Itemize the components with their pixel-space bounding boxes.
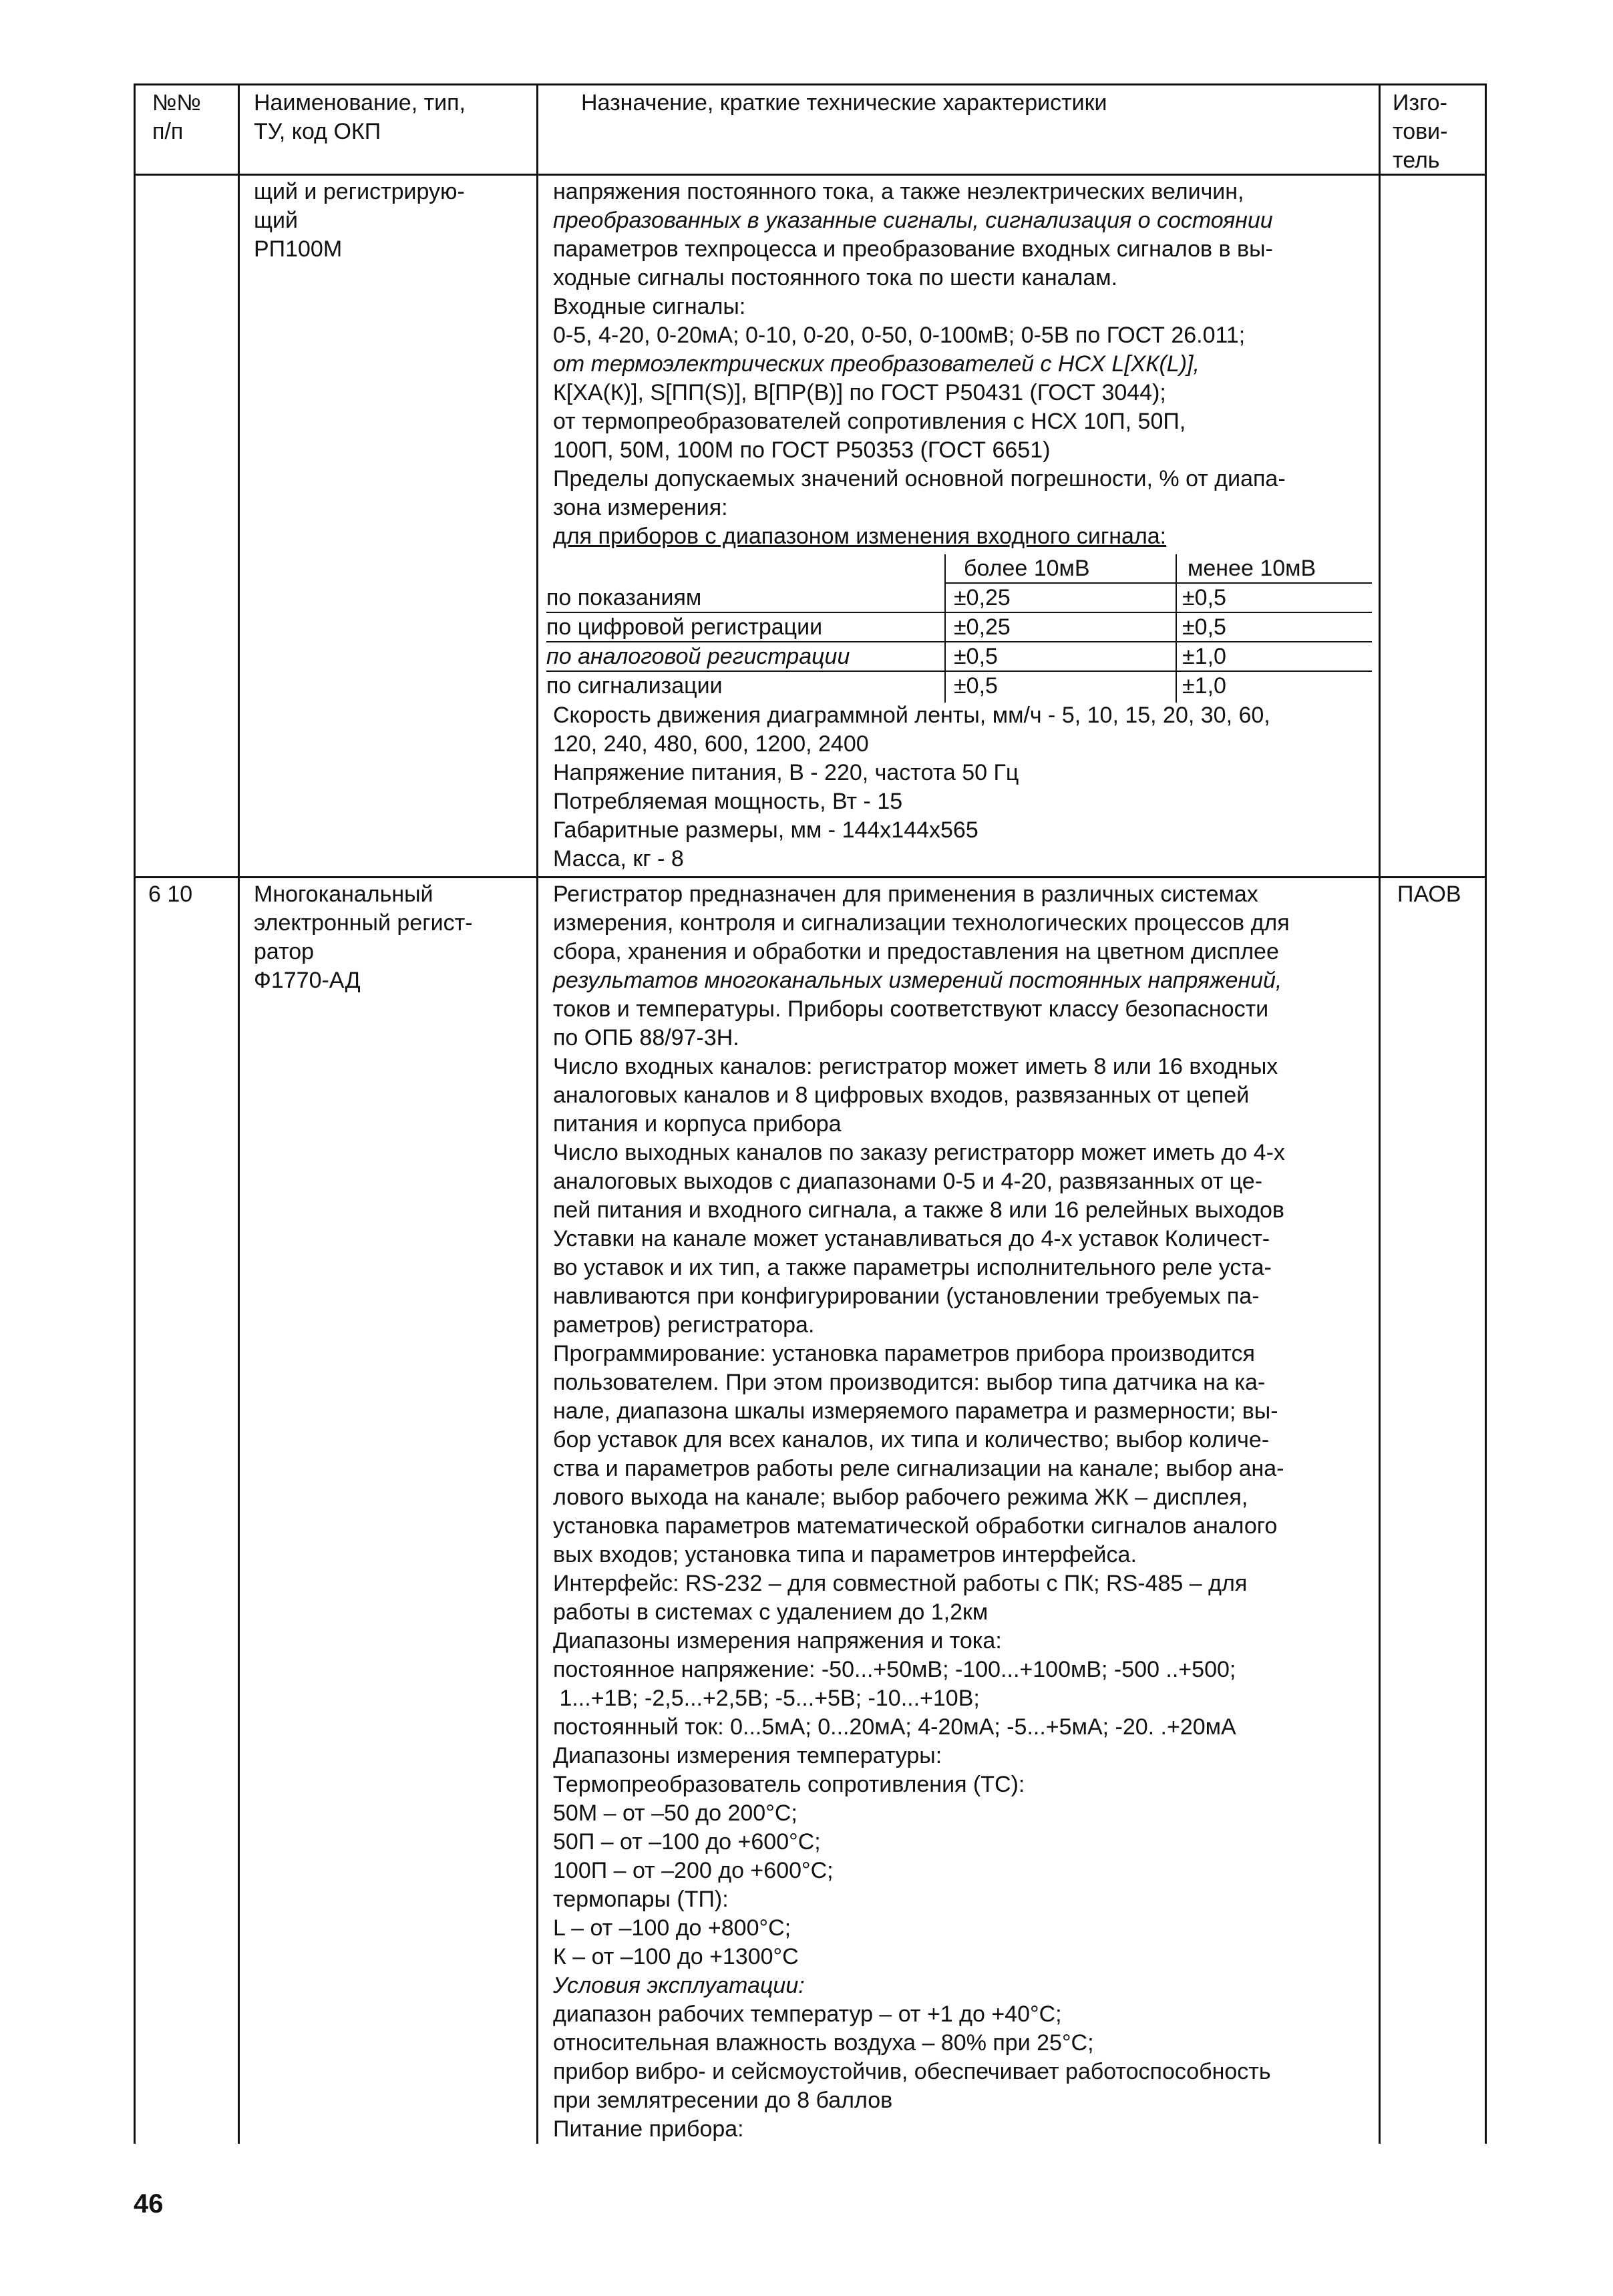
row-value: ±0,5 (954, 644, 998, 669)
header-num: №№ п/п (152, 90, 201, 144)
col-divider-2 (536, 83, 538, 2144)
table-row (546, 672, 1372, 700)
error-table-col2-header: менее 10мВ (1188, 556, 1316, 581)
row-value: ±0,5 (1182, 614, 1226, 640)
row-value: ±0,5 (1182, 585, 1226, 610)
header-bottom-border (134, 174, 1487, 176)
row-label: по цифровой регистрации (546, 614, 823, 640)
row-label: по сигнализации (546, 673, 723, 699)
header-purpose: Назначение, краткие технические характеристики (581, 90, 1107, 116)
table-row (546, 613, 1372, 641)
row2-num: 6 10 (148, 882, 193, 907)
table-left-border (134, 83, 136, 2144)
error-table-col1-header: более 10мВ (964, 556, 1090, 581)
header-maker: Изго- тови- тель (1393, 90, 1448, 173)
col-divider-1 (238, 83, 240, 2144)
row-label: по показаниям (546, 585, 702, 610)
col-divider-3 (1379, 83, 1381, 2144)
row-value: ±1,0 (1182, 673, 1226, 699)
table-row (546, 642, 1372, 671)
row1-description: напряжения постоянного тока, а также неэлектрических величин, преобразованных в указанные сигналы, сигнализация о состоянии параметров техпроцесса и преобразование входных сигналов в вы- ходные сигналы постоянного тока по шести каналам. Входные сигналы: 0-5, 4-20, 0-20мА; 0-10, 0-20, 0-50, 0-100мВ; 0-5В по ГОСТ 26.011; от термоэлектрических преобразователей с НСХ L[ХК(L)], К[ХА(К)], S[ПП(S)], В[ПР(В)] по ГОСТ Р50431 (ГОСТ 3044); от термопреобразователей сопротивления с НСХ 10П, 50П, 100П, 50М, 100М по ГОСТ Р50353 (ГОСТ 6651) Пределы допускаемых значений основной погрешности, % от диапа- зона измерения: для приборов с диапазоном изменения входного сигнала: (553, 179, 1286, 549)
row1-description-cont: Скорость движения диаграммной ленты, мм/ч - 5, 10, 15, 20, 30, 60, 120, 240, 480, 600, 1200, 2400 Напряжение питания, В - 220, частота 50 Гц Потребляемая мощность, Вт - 15 Габаритные размеры, мм - 144х144х565 Масса, кг - 8 (553, 703, 1270, 872)
row-value: ±0,25 (954, 614, 1011, 640)
row2-description: Регистратор предназначен для применения в различных системах измерения, контроля и сигнализации технологических процессов для сбора, хранения и обработки и предоставления на цветном дисплее результатов многоканальных измерений постоянных напряжений, токов и температуры. Приборы соответствуют классу безопасности по ОПБ 88/97-3Н. Число входных каналов: регистратор может иметь 8 или 16 входных аналоговых каналов и 8 цифровых входов, развязанных от цепей питания и корпуса прибора Число выходных каналов по заказу регистраторр может иметь до 4-х аналоговых выходов с диапазонами 0-5 и 4-20, развязанных от це- пей питания и входного сигнала, а также 8 или 16 релейных выходов Уставки на канале может устанавливаться до 4-х уставок Количест- во уставок и их тип, а также параметры исполнительного реле уста- навливаются при конфигурировании (установлении требуемых па- раметров) регистратора. Программирование: установка параметров прибора производится пользователем. При этом производится: выбор типа датчика на ка- нале, диапазона шкалы измеряемого параметра и размерности; вы- бор уставок для всех каналов, их типа и количество; выбор количе- ства и параметров работы реле сигнализации на канале; выбор ана- лового выхода на канале; выбор рабочего режима ЖК – дисплея, установка параметров математической обработки сигналов аналого вых входов; установка типа и параметров интерфейса. Интерфейс: RS-232 – для совместной работы с ПК; RS-485 – для работы в системах с удалением до 1,2км Диапазоны измерения напряжения и тока: постоянное напряжение: -50...+50мВ; -100...+100мВ; -500 ..+500; 1...+1В; -2,5...+2,5В; -5...+5В; -10...+10В; постоянный ток: 0...5мА; 0...20мА; 4-20мА; -5...+5мА; -20. .+20мА Диапазоны измерения температуры: Термопреобразователь сопротивления (ТС): 50М – от –50 до 200°С; 50П – от –100 до +600°С; 100П – от –200 до +600°С; термопары (ТП): L – от –100 до +800°С; К – от –100 до +1300°С Условия эксплуатации: диапазон рабочих температур – от +1 до +40°С; относительная влажность воздуха – 80% при 25°С; прибор вибро- и сейсмоустойчив, обеспечивает работоспособность при землятресении до 8 баллов Питание прибора: (553, 882, 1290, 2142)
row-value: ±1,0 (1182, 644, 1226, 669)
table-top-border (134, 83, 1487, 85)
row2-maker: ПАОВ (1397, 882, 1461, 907)
error-table (546, 554, 1375, 703)
row-value: ±0,5 (954, 673, 998, 699)
row-value: ±0,25 (954, 585, 1011, 610)
table-row (546, 584, 1372, 612)
row1-name: щий и регистрирую- щий РП100М (254, 179, 465, 262)
row-label: по аналоговой регистрации (546, 644, 850, 669)
row2-name: Многоканальный электронный регист- ратор Ф1770-АД (254, 882, 473, 993)
page-number: 46 (134, 2189, 164, 2219)
table-right-border (1485, 83, 1487, 2144)
row-divider (134, 876, 1487, 878)
header-name: Наименование, тип, ТУ, код ОКП (254, 90, 466, 144)
